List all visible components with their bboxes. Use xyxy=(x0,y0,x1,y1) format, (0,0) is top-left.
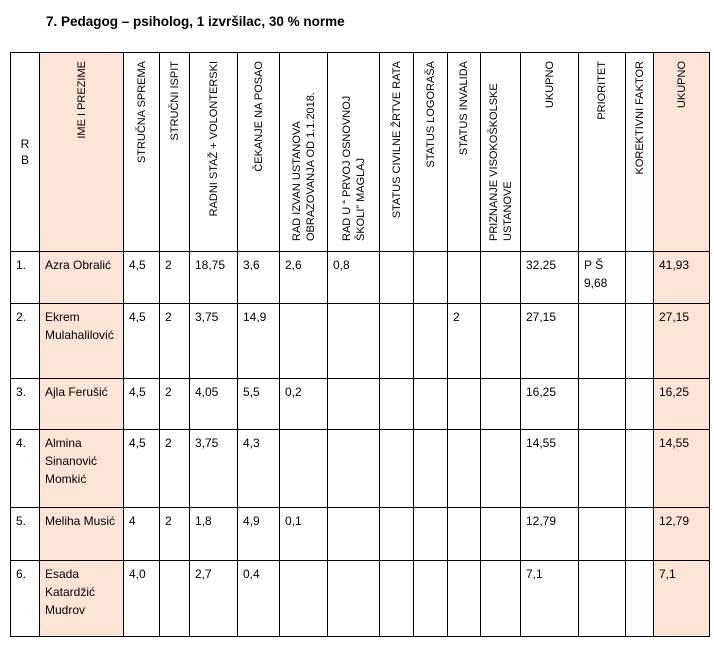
cell-radni-staz xyxy=(190,430,238,508)
cell-strucni-ispit xyxy=(160,304,190,379)
cell-rad-izvan-value: 0,2 xyxy=(285,385,302,399)
cell-cekanje-value: 5,5 xyxy=(243,385,260,399)
cell-rad-u-prvoj xyxy=(328,430,380,508)
header-priznanje xyxy=(481,53,521,252)
cell-ime xyxy=(40,561,124,637)
header-invalida-label: STATUS INVALIDA xyxy=(458,61,470,156)
cell-radni-staz xyxy=(190,379,238,430)
header-rb xyxy=(11,53,40,252)
cell-civilne xyxy=(380,561,414,637)
cell-ime-value: Almina Sinanović Momkić xyxy=(45,436,98,486)
cell-prioritet xyxy=(579,304,626,379)
cell-ukupno xyxy=(521,379,579,430)
cell-invalida xyxy=(448,508,481,561)
cell-cekanje xyxy=(238,561,280,637)
header-row xyxy=(11,53,710,252)
cell-strucna-sprema xyxy=(124,304,160,379)
cell-strucni-ispit xyxy=(160,379,190,430)
cell-radni-staz-value: 4,05 xyxy=(195,385,219,399)
cell-cekanje-value: 4,3 xyxy=(243,436,260,450)
header-strucna-sprema xyxy=(124,53,160,252)
cell-radni-staz-value: 3,75 xyxy=(195,436,219,450)
table-row xyxy=(11,252,710,304)
cell-rad-u-prvoj-value xyxy=(328,430,379,434)
cell-korektivni-value xyxy=(626,561,653,565)
cell-prioritet xyxy=(579,561,626,637)
cell-rad-u-prvoj xyxy=(328,252,380,304)
cell-priznanje xyxy=(481,508,521,561)
cell-logorasa-value xyxy=(414,304,447,308)
cell-ukupno xyxy=(521,304,579,379)
cell-priznanje-value xyxy=(481,561,520,565)
cell-invalida-value xyxy=(448,379,480,383)
cell-korektivni xyxy=(626,252,654,304)
cell-civilne xyxy=(380,508,414,561)
cell-rad-u-prvoj-value xyxy=(328,379,379,383)
cell-logorasa xyxy=(414,508,448,561)
cell-ukupno-value: 27,15 xyxy=(526,310,557,324)
cell-ukupno-final xyxy=(654,379,710,430)
cell-civilne xyxy=(380,252,414,304)
cell-radni-staz xyxy=(190,304,238,379)
cell-logorasa-value xyxy=(414,508,447,512)
cell-ukupno-final-value: 7,1 xyxy=(659,567,676,581)
cell-ukupno-final xyxy=(654,430,710,508)
cell-radni-staz-value: 2,7 xyxy=(195,567,212,581)
cell-civilne xyxy=(380,430,414,508)
cell-strucni-ispit xyxy=(160,430,190,508)
header-rad-u-prvoj xyxy=(328,53,380,252)
cell-ukupno-final-value: 12,79 xyxy=(659,514,690,528)
table-row xyxy=(11,379,710,430)
cell-priznanje xyxy=(481,561,521,637)
cell-civilne xyxy=(380,379,414,430)
cell-prioritet xyxy=(579,252,626,304)
cell-ime-value: Ajla Ferušić xyxy=(45,385,108,399)
cell-civilne-value xyxy=(380,508,413,512)
cell-strucni-ispit-value: 2 xyxy=(165,436,172,450)
cell-ime xyxy=(40,508,124,561)
cell-korektivni xyxy=(626,379,654,430)
cell-rb xyxy=(11,304,40,379)
cell-ukupno-final-value: 14,55 xyxy=(659,436,690,450)
cell-ukupno-final-value: 41,93 xyxy=(659,258,690,272)
header-rad-izvan xyxy=(280,53,328,252)
cell-prioritet-value xyxy=(579,304,625,308)
cell-strucna-sprema-value: 4,5 xyxy=(129,258,146,272)
cell-strucni-ispit xyxy=(160,508,190,561)
cell-rad-izvan xyxy=(280,561,328,637)
table-row xyxy=(11,561,710,637)
cell-strucna-sprema xyxy=(124,379,160,430)
header-korektivni-label: KOREKTIVNI FAKTOR xyxy=(633,61,646,175)
table-row xyxy=(11,304,710,379)
cell-rad-izvan xyxy=(280,252,328,304)
header-ime xyxy=(40,53,124,252)
cell-cekanje xyxy=(238,252,280,304)
cell-rb-value: 2. xyxy=(16,310,27,324)
cell-ukupno xyxy=(521,252,579,304)
cell-priznanje-value xyxy=(481,252,520,256)
cell-radni-staz xyxy=(190,508,238,561)
cell-ime-value: Esada Katardžić Mudrov xyxy=(45,567,96,617)
header-korektivni xyxy=(626,53,654,252)
cell-rad-u-prvoj xyxy=(328,508,380,561)
cell-rb-value: 1. xyxy=(16,258,27,272)
header-cekanje-label: ČEKANJE NA POSAO xyxy=(252,61,265,172)
cell-ukupno xyxy=(521,561,579,637)
header-invalida xyxy=(448,53,481,252)
cell-strucni-ispit xyxy=(160,561,190,637)
header-ukupno-label: UKUPNO xyxy=(543,61,556,109)
cell-cekanje xyxy=(238,379,280,430)
cell-rad-izvan xyxy=(280,508,328,561)
cell-ukupno-value: 14,55 xyxy=(526,436,557,450)
cell-ukupno-value: 16,25 xyxy=(526,385,557,399)
header-rb-line2: B xyxy=(20,153,29,167)
cell-priznanje xyxy=(481,304,521,379)
cell-ukupno-final xyxy=(654,508,710,561)
cell-ime xyxy=(40,430,124,508)
cell-priznanje xyxy=(481,252,521,304)
cell-prioritet xyxy=(579,508,626,561)
cell-korektivni-value xyxy=(626,508,653,512)
cell-invalida xyxy=(448,561,481,637)
cell-invalida xyxy=(448,252,481,304)
cell-rb xyxy=(11,379,40,430)
header-civilne xyxy=(380,53,414,252)
cell-invalida-value xyxy=(448,508,480,512)
cell-cekanje xyxy=(238,430,280,508)
cell-cekanje-value: 3,6 xyxy=(243,258,260,272)
cell-civilne xyxy=(380,304,414,379)
cell-rb-value: 6. xyxy=(16,567,27,581)
cell-korektivni-value xyxy=(626,252,653,256)
cell-rad-izvan-value xyxy=(280,561,327,565)
cell-rad-u-prvoj-value xyxy=(328,561,379,565)
cell-ukupno-value: 7,1 xyxy=(526,567,543,581)
cell-strucna-sprema-value: 4 xyxy=(129,514,136,528)
cell-ukupno-final xyxy=(654,252,710,304)
cell-civilne-value xyxy=(380,379,413,383)
cell-rad-izvan-value: 0,1 xyxy=(285,514,302,528)
cell-strucna-sprema xyxy=(124,561,160,637)
cell-invalida-value xyxy=(448,430,480,434)
header-strucni-ispit-label: STRUČNI ISPIT xyxy=(168,61,181,141)
cell-rb-value: 3. xyxy=(16,385,27,399)
header-rad-u-prvoj-label: RAD U “ PRVOJ OSNOVNOJ ŠKOLI” MAGLAJ xyxy=(340,95,367,241)
cell-logorasa-value xyxy=(414,252,447,256)
cell-priznanje-value xyxy=(481,379,520,383)
header-ukupno-final-label: UKUPNO xyxy=(675,61,688,109)
cell-priznanje-value xyxy=(481,304,520,308)
cell-cekanje-value: 14,9 xyxy=(243,310,267,324)
cell-rad-u-prvoj-value xyxy=(328,508,379,512)
cell-ukupno-final-value: 27,15 xyxy=(659,310,690,324)
header-rb-line1: R xyxy=(20,137,30,151)
cell-cekanje-value: 0,4 xyxy=(243,567,260,581)
cell-cekanje-value: 4,9 xyxy=(243,514,260,528)
cell-prioritet-value xyxy=(579,430,625,434)
cell-logorasa-value xyxy=(414,561,447,565)
header-logorasa xyxy=(414,53,448,252)
cell-rad-izvan xyxy=(280,379,328,430)
cell-prioritet-value xyxy=(579,379,625,383)
cell-ime xyxy=(40,304,124,379)
cell-priznanje xyxy=(481,430,521,508)
cell-ime xyxy=(40,252,124,304)
cell-rb xyxy=(11,430,40,508)
cell-rb-value: 4. xyxy=(16,436,27,450)
cell-ime xyxy=(40,379,124,430)
cell-korektivni-value xyxy=(626,379,653,383)
cell-invalida-value xyxy=(448,561,480,565)
cell-strucna-sprema xyxy=(124,252,160,304)
cell-korektivni-value xyxy=(626,430,653,434)
cell-rad-u-prvoj xyxy=(328,304,380,379)
header-ukupno-final xyxy=(654,53,710,252)
header-priznanje-label: PRIZNANJE VISOKOŠKOLSKE USTANOVE xyxy=(487,83,514,241)
cell-ukupno-final xyxy=(654,561,710,637)
cell-prioritet-value xyxy=(579,508,625,512)
cell-ime-value: Azra Obralić xyxy=(45,258,112,272)
cell-radni-staz-value: 18,75 xyxy=(195,258,226,272)
cell-rb xyxy=(11,508,40,561)
cell-prioritet-value xyxy=(579,561,625,565)
cell-ime-value: Ekrem Mulahalilović xyxy=(45,310,114,342)
cell-strucni-ispit-value: 2 xyxy=(165,310,172,324)
cell-radni-staz-value: 3,75 xyxy=(195,310,219,324)
cell-strucna-sprema xyxy=(124,508,160,561)
cell-invalida-value xyxy=(448,252,480,256)
section-heading: 7. Pedagog – psiholog, 1 izvršilac, 30 % norme xyxy=(46,14,345,29)
cell-rad-izvan-value xyxy=(280,430,327,434)
cell-rb xyxy=(11,252,40,304)
cell-logorasa xyxy=(414,561,448,637)
cell-korektivni xyxy=(626,561,654,637)
header-radni-staz-label: RADNI STAŽ + VOLONTERSKI xyxy=(207,61,220,217)
header-prioritet xyxy=(579,53,626,252)
cell-rad-izvan xyxy=(280,430,328,508)
cell-logorasa xyxy=(414,379,448,430)
cell-invalida-value: 2 xyxy=(453,310,460,324)
cell-ukupno xyxy=(521,430,579,508)
cell-strucna-sprema-value: 4,5 xyxy=(129,436,146,450)
cell-korektivni xyxy=(626,304,654,379)
cell-cekanje xyxy=(238,508,280,561)
cell-radni-staz xyxy=(190,561,238,637)
cell-civilne-value xyxy=(380,561,413,565)
cell-invalida xyxy=(448,379,481,430)
cell-ime-value: Meliha Musić xyxy=(45,514,116,528)
header-civilne-label: STATUS CIVILNE ŽRTVE RATA xyxy=(390,61,403,219)
table-row xyxy=(11,508,710,561)
cell-strucna-sprema xyxy=(124,430,160,508)
cell-strucna-sprema-value: 4,5 xyxy=(129,310,146,324)
cell-logorasa-value xyxy=(414,430,447,434)
cell-invalida xyxy=(448,304,481,379)
cell-strucni-ispit-value: 2 xyxy=(165,258,172,272)
cell-rad-u-prvoj-value xyxy=(328,304,379,308)
cell-strucni-ispit-value: 2 xyxy=(165,514,172,528)
cell-logorasa-value xyxy=(414,379,447,383)
cell-prioritet-value: P Š 9,68 xyxy=(584,258,608,290)
cell-logorasa xyxy=(414,430,448,508)
cell-korektivni xyxy=(626,508,654,561)
header-strucna-sprema-label: STRUČNA SPREMA xyxy=(135,61,148,164)
ranking-table xyxy=(10,52,710,637)
header-ukupno xyxy=(521,53,579,252)
header-ime-label: IME I PREZIME xyxy=(75,61,88,139)
cell-rb xyxy=(11,561,40,637)
cell-cekanje xyxy=(238,304,280,379)
cell-ukupno-final-value: 16,25 xyxy=(659,385,690,399)
cell-korektivni xyxy=(626,430,654,508)
cell-rad-izvan-value xyxy=(280,304,327,308)
cell-priznanje-value xyxy=(481,430,520,434)
cell-ukupno xyxy=(521,508,579,561)
cell-rad-u-prvoj xyxy=(328,379,380,430)
cell-strucna-sprema-value: 4,0 xyxy=(129,567,146,581)
cell-strucni-ispit-value: 2 xyxy=(165,385,172,399)
cell-radni-staz xyxy=(190,252,238,304)
header-prioritet-label: PRIORITET xyxy=(596,61,608,120)
header-rad-izvan-label: RAD IZVAN USTANOVA OBRAZOVANJA OD 1.1.2018. xyxy=(290,92,317,241)
cell-civilne-value xyxy=(380,304,413,308)
header-cekanje xyxy=(238,53,280,252)
cell-logorasa xyxy=(414,252,448,304)
cell-strucna-sprema-value: 4,5 xyxy=(129,385,146,399)
cell-rad-izvan xyxy=(280,304,328,379)
cell-ukupno-value: 12,79 xyxy=(526,514,557,528)
cell-rad-u-prvoj xyxy=(328,561,380,637)
table-row xyxy=(11,430,710,508)
cell-priznanje-value xyxy=(481,508,520,512)
cell-rad-izvan-value: 2,6 xyxy=(285,258,302,272)
cell-prioritet xyxy=(579,430,626,508)
header-logorasa-label: STATUS LOGORAŠA xyxy=(424,61,437,168)
cell-prioritet xyxy=(579,379,626,430)
cell-ukupno-value: 32,25 xyxy=(526,258,557,272)
cell-radni-staz-value: 1,8 xyxy=(195,514,212,528)
cell-civilne-value xyxy=(380,252,413,256)
cell-invalida xyxy=(448,430,481,508)
cell-ukupno-final xyxy=(654,304,710,379)
cell-priznanje xyxy=(481,379,521,430)
header-radni-staz xyxy=(190,53,238,252)
cell-rb-value: 5. xyxy=(16,514,27,528)
cell-logorasa xyxy=(414,304,448,379)
cell-strucni-ispit-value xyxy=(160,561,189,565)
cell-rad-u-prvoj-value: 0,8 xyxy=(333,258,350,272)
header-strucni-ispit xyxy=(160,53,190,252)
cell-civilne-value xyxy=(380,430,413,434)
cell-strucni-ispit xyxy=(160,252,190,304)
cell-korektivni-value xyxy=(626,304,653,308)
